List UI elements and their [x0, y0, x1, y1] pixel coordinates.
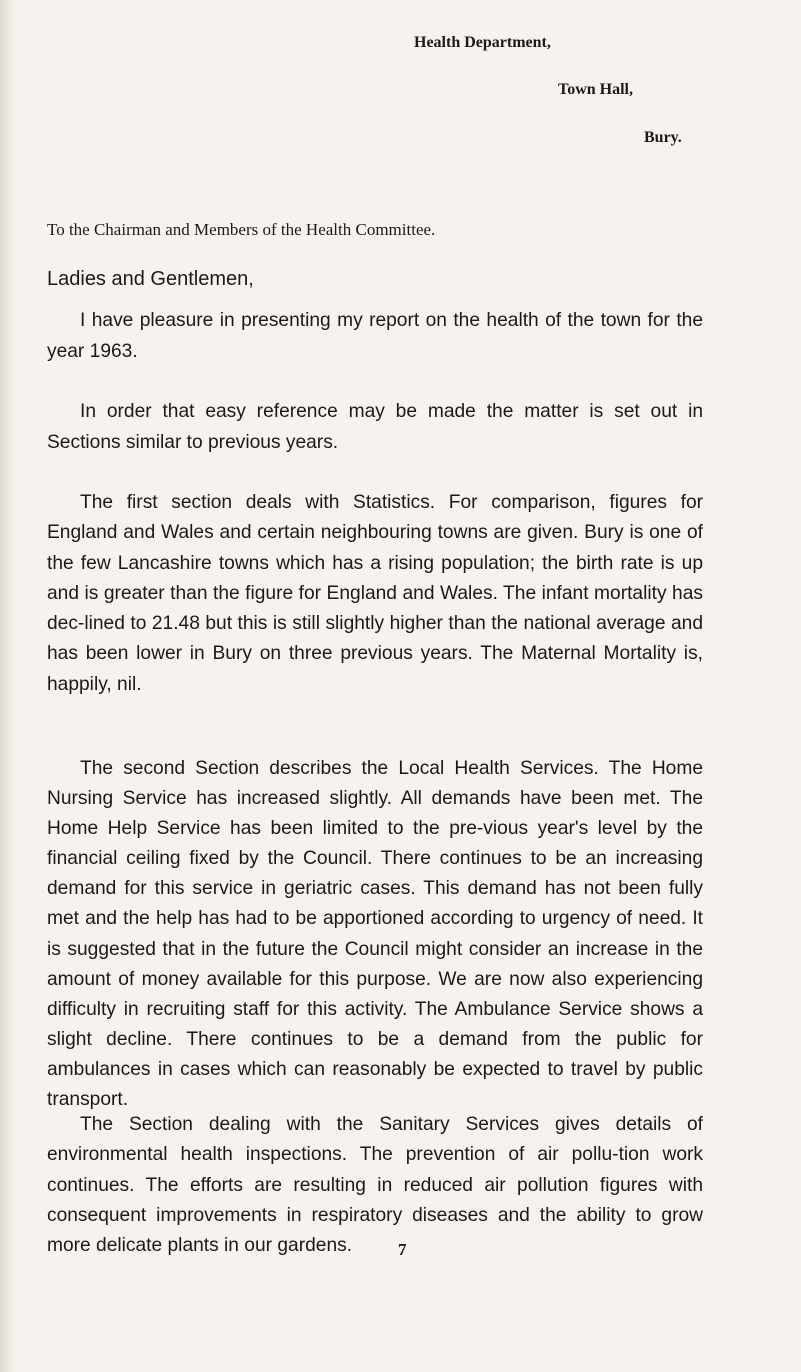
paragraph-intro: I have pleasure in presenting my report on the health of the town for the year 1963. [47, 310, 703, 362]
paragraph-sections: In order that easy reference may be made the matter is set out in Sections similar to previous years. [47, 401, 703, 453]
page-number: 7 [398, 1240, 407, 1259]
addressee-line: To the Chairman and Members of the Health Committee. [47, 220, 436, 239]
paragraph-statistics: The first section deals with Statistics. For comparison, figures for England and Wales and certain neighbouring towns are given. Bury is one of the few Lancashire towns which has a rising population; the birth rate is up and is greater than the figure for England and Wales. The infant mortality has dec-lined to 21.48 but this is still slightly higher than the national average and has been lower in Bury on three previous years. The Maternal Mortality is, happily, nil. [47, 492, 703, 695]
address-town: Bury. [644, 129, 682, 146]
page-gutter-shadow [0, 0, 14, 1372]
paragraph-sanitary-services: The Section dealing with the Sanitary Services gives details of environmental health inspections. The prevention of air pollu-tion work continues. The efforts are resulting in reduced air pollution figures with consequent improvements in respiratory diseases and the ability to grow more delicate plants in our gardens. [47, 1114, 703, 1257]
paragraph-local-health-services: The second Section describes the Local Health Services. The Home Nursing Service has increased slightly. All demands have been met. The Home Help Service has been limited to the pre-vious year's level by the financial ceiling fixed by the Council. There continues to be an increasing demand for this service in geriatric cases. This demand has not been fully met and the help has had to be apportioned according to urgency of need. It is suggested that in the future the Council might consider an increase in the amount of money available for this purpose. We are now also experiencing difficulty in recruiting staff for this activity. The Ambulance Service shows a slight decline. There continues to be a demand from the public for ambulances in cases which can reasonably be expected to travel by public transport. [47, 758, 703, 1111]
address-department: Health Department, [414, 34, 551, 51]
greeting: Ladies and Gentlemen, [47, 268, 254, 290]
address-town-hall: Town Hall, [558, 81, 633, 98]
